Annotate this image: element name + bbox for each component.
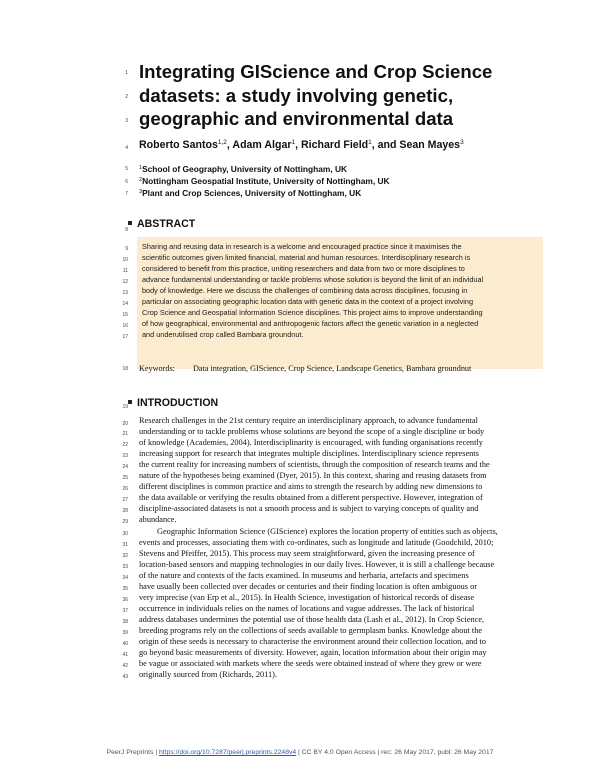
introduction-heading: [128, 397, 218, 409]
abstract-line: of how geographical, environmental and anthropogenic factors affect the genetic variation in a neglected: [142, 319, 479, 328]
body-text-line: the current reality for increasing numbers of scientists, through the composition of research teams and the: [139, 460, 490, 470]
line-number: 13: [122, 290, 128, 296]
line-number: 10: [122, 257, 128, 263]
body-text-line: Geographic Information Science (GIScience) explores the location property of entities such as objects,: [157, 526, 498, 536]
heading-bullet-icon: [128, 221, 132, 225]
line-number: 4: [125, 145, 128, 151]
body-text-line: nature of the hypotheses being examined (Dyer, 2015). In this context, sharing and reusing datasets from: [139, 471, 487, 481]
line-number: 26: [122, 486, 128, 492]
body-text-line: breeding programs rely on the collections of seeds available to germplasm banks. Knowledge about the: [139, 625, 483, 635]
author-name: Sean Mayes: [399, 139, 461, 151]
body-text-line: origin of these seeds is necessary to characterise the environment around their collection location, and to: [139, 637, 486, 646]
line-number: 40: [122, 641, 128, 647]
body-text-line: Stevens and Pfeiffer, 2015). This process may seem straightforward, given the increasing presence of: [139, 548, 475, 558]
line-number: 14: [122, 301, 128, 307]
line-number: 30: [122, 531, 128, 537]
body-text-line: of the nature and contexts of the facts examined. In museums and herbaria, artefacts and specimens: [139, 570, 469, 580]
line-number: 6: [125, 179, 128, 185]
line-number: 35: [122, 586, 128, 592]
author-name: Adam Algar: [232, 139, 292, 151]
body-text-line: have usually been collected over decades or centuries and their finding location is often ambiguous or: [139, 581, 477, 591]
line-number: 34: [122, 575, 128, 581]
author-name: Roberto Santos: [139, 139, 218, 151]
line-number: 39: [122, 630, 128, 636]
affiliation-text: Nottingham Geospatial Institute, University of Nottingham, UK: [142, 176, 390, 186]
abstract-line: considered to benefit from this practice, uniting researchers and data from two or more disciplines to: [142, 264, 465, 273]
body-text-line: very imprecise (van Erp et al., 2015). In Health Science, investigation of historical records of disease: [139, 592, 475, 602]
line-number: 29: [122, 519, 128, 525]
abstract-line: scientific outcomes given limited financial, material and human resources. Interdisciplinary research is: [142, 253, 471, 262]
line-number: 38: [122, 619, 128, 625]
body-text-line: abundance.: [139, 515, 177, 525]
paper-title-line: geographic and environmental data: [139, 108, 454, 129]
line-number: 7: [125, 191, 128, 197]
line-number: 3: [125, 118, 128, 124]
affiliation: [139, 164, 347, 174]
doi-link[interactable]: https://doi.org/10.7287/peerj.preprints.2248v4: [158, 749, 297, 756]
affiliation-number: 1: [139, 165, 143, 171]
line-number: 17: [122, 334, 128, 340]
author-affiliation-marker: 1,2: [217, 139, 227, 146]
affiliation-number: 3: [139, 189, 143, 195]
keywords: [139, 364, 471, 373]
line-number: 41: [122, 652, 128, 658]
abstract-line: advance fundamental understanding or tackle problems whose solution is beyond the limit of an individual: [142, 275, 484, 284]
abstract-heading: [128, 218, 195, 230]
line-number: 32: [122, 553, 128, 559]
author-affiliation-marker: 3: [460, 139, 464, 146]
line-number: 2: [125, 94, 128, 100]
body-text-line: increasing support for research that integrates multiple disciplines. Interdisciplinary science represents: [139, 449, 479, 459]
body-text-line: the data available or verifying the results obtained from a different perspective. However, integration of: [139, 493, 483, 503]
line-number: 21: [122, 431, 128, 437]
line-number: 28: [122, 508, 128, 514]
keywords-label: Keywords:: [139, 364, 175, 373]
affiliation: [139, 188, 361, 198]
line-number: 15: [122, 312, 128, 318]
keywords-text: Data integration, GIScience, Crop Science, Landscape Genetics, Bambara groundnut: [193, 364, 472, 373]
body-text-line: different disciplines is common practice and aims to strength the research by adding new dimensions to: [139, 482, 483, 492]
body-text-line: be vague or associated with markets where the seeds were obtained instead of where they grew or were: [139, 659, 482, 669]
abstract-line: particular on associating geographic location data with genetic data in the context of a project involving: [142, 297, 473, 306]
author-separator: ,: [226, 139, 233, 151]
introduction-heading-text: INTRODUCTION: [137, 397, 219, 409]
footer-prefix: PeerJ Preprints |: [106, 749, 159, 756]
line-number: 24: [122, 464, 128, 470]
line-number: 11: [122, 268, 128, 274]
body-text-line: originally sourced from (Richards, 2011).: [139, 670, 277, 680]
line-number: 42: [122, 663, 128, 669]
body-text-line: address databases undermines the potential use of those health data (Lash et al., 2012). In Crop Science,: [139, 614, 485, 624]
line-number: 18: [122, 366, 128, 372]
abstract-heading-text: ABSTRACT: [137, 218, 196, 230]
line-number: 36: [122, 597, 128, 603]
abstract-line: Sharing and reusing data in research is a welcome and encouraged practice since it maximises the: [142, 242, 462, 251]
author-separator: ,: [295, 139, 301, 151]
body-text-line: events and processes, associating them with co-ordinates, such as longitude and latitude (Goodchild, 2010;: [139, 537, 494, 547]
author-affiliation-marker: 1: [368, 139, 372, 146]
line-number: 23: [122, 453, 128, 459]
line-number: 16: [122, 323, 128, 329]
line-number: 22: [122, 442, 128, 448]
line-number: 9: [125, 246, 128, 252]
line-number: 31: [122, 542, 128, 548]
paper-title-line: datasets: a study involving genetic,: [139, 85, 454, 106]
abstract-line: Crop Science and Geospatial Information Science disciplines. This project aims to improve understanding: [142, 308, 483, 317]
line-number: 1: [125, 70, 128, 76]
affiliation-text: School of Geography, University of Nottingham, UK: [142, 164, 348, 174]
affiliation-text: Plant and Crop Sciences, University of Nottingham, UK: [142, 188, 362, 198]
body-text-line: discipline-associated datasets is not a smooth process and is subject to varying concepts of quality and: [139, 504, 479, 514]
heading-bullet-icon: [128, 400, 132, 404]
affiliation-number: 2: [139, 177, 143, 183]
line-number: 12: [122, 279, 128, 285]
line-number: 33: [122, 564, 128, 570]
footer-suffix: | CC BY 4.0 Open Access | rec: 26 May 2017, publ: 26 May 2017: [296, 749, 494, 756]
line-number: 37: [122, 608, 128, 614]
line-number: 5: [125, 166, 128, 172]
abstract-line: body of knowledge. Here we discuss the challenges of combining data across disciplines, focusing in: [142, 286, 468, 295]
body-text-line: Research challenges in the 21st century require an interdisciplinary approach, to advance fundamental: [139, 416, 478, 425]
body-text-line: occurrence in individuals relies on the names of locations and vague addresses. The lack of historical: [139, 603, 475, 613]
paper-title-line: Integrating GIScience and Crop Science: [139, 61, 493, 82]
preprint-footer: [0, 749, 600, 756]
author-affiliation-marker: 1: [291, 139, 296, 146]
line-number: 8: [125, 227, 128, 233]
line-number: 43: [122, 674, 128, 680]
body-text-line: of knowledge (Academies, 2004). Interdisciplinarity is encouraged, with funding organisations recently: [139, 438, 483, 448]
line-number: 25: [122, 475, 128, 481]
line-number: 19: [122, 404, 128, 410]
author-list: [139, 139, 464, 151]
abstract-line: and underutilised crop called Bambara groundnut.: [142, 330, 304, 339]
body-text-line: go beyond basic measurements of diversity. However, again, location information about their origin may: [139, 648, 487, 658]
author-name: Richard Field: [301, 139, 369, 151]
affiliation: [139, 176, 390, 186]
body-text-line: understanding or to tackle problems whose solutions are beyond the scope of a single discipline or body: [139, 427, 485, 437]
line-number: 27: [122, 497, 128, 503]
author-separator: , and: [371, 139, 400, 151]
line-number: 20: [122, 421, 128, 427]
body-text-line: location-based sensors and mapping technologies in our daily lives. However, it is still a challenge because: [139, 559, 495, 569]
